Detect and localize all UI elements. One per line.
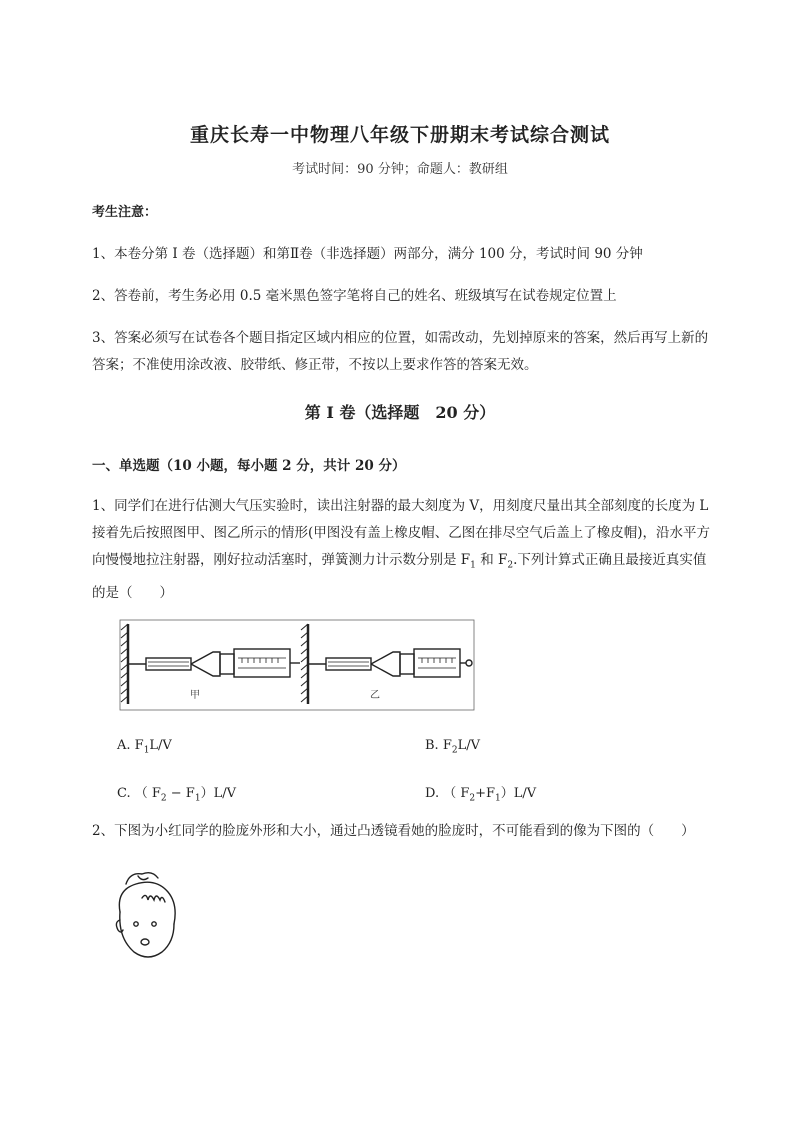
girl-face-drawing	[112, 868, 192, 964]
syringe-diagram	[118, 618, 478, 714]
syringe-experiment-figure	[118, 618, 478, 718]
option-c[interactable]	[117, 782, 236, 804]
option-c-sub-a: 2	[160, 793, 167, 804]
option-c-mid: − F	[166, 786, 195, 801]
notice-item-2: 2、答卷前，考生务必用 0.5 毫米黑色签字笔将自己的姓名、班级填写在试卷规定位置上	[92, 288, 617, 304]
q1-text-part-a: 1、同学们在进行估测大气压实验时，读出注射器的最大刻度为 V，用刻度尺量出其全部刻度的长度为 L 接着先后按照图甲、图乙所示的情形(甲图没有盖上橡皮帽、乙图在排尽空气后盖上了橡皮帽)，沿水平方向慢慢地拉注射器，刚好拉动活塞时，弹簧测力计示数分别是 F	[92, 498, 711, 568]
notice-heading: 考生注意：	[92, 205, 158, 220]
section-title: 第 I 卷（选择题 20 分）	[304, 403, 496, 422]
option-c-suffix: ）L/V	[200, 786, 236, 801]
q1-text-part-c: .下列计算式正确且最接近真实值的是（ ）	[92, 552, 707, 601]
label-yi: 乙	[370, 690, 380, 701]
q1-text-part-b: 和 F	[475, 552, 508, 568]
notice-item-3: 3、答案必须写在试卷各个题目指定区域内相应的位置，如需改动，先划掉原来的答案，然后再写上新的答案；不准使用涂改液、胶带纸、修正带，不按以上要求作答的答案无效。	[92, 330, 709, 373]
option-c-sub-b: 1	[194, 793, 201, 804]
exam-info: 考试时间：90 分钟；命题人：教研组	[292, 162, 508, 177]
option-d[interactable]	[425, 782, 536, 804]
option-b-prefix: B. F	[425, 738, 452, 753]
notice-item-1: 1、本卷分第 I 卷（选择题）和第Ⅱ卷（非选择题）两部分，满分 100 分，考试时间 90 分钟	[92, 246, 643, 262]
q1-sub-1: 1	[470, 560, 476, 571]
option-d-mid: +F	[475, 786, 496, 801]
option-c-prefix: C. （ F	[117, 786, 161, 801]
question-1-text	[92, 493, 712, 607]
option-b[interactable]	[425, 738, 480, 756]
page-title: 重庆长寿一中物理八年级下册期末考试综合测试	[189, 124, 610, 146]
option-d-sub-a: 2	[469, 793, 476, 804]
option-a-suffix: L/V	[149, 738, 172, 753]
question-2-text: 2、下图为小红同学的脸庞外形和大小，通过凸透镜看她的脸庞时，不可能看到的像为下图的（ ）	[92, 823, 695, 839]
label-jia: 甲	[190, 690, 200, 701]
q1-sub-2: 2	[507, 560, 514, 571]
option-b-sub: 2	[451, 745, 458, 756]
girl-face-figure	[112, 868, 192, 968]
option-a-sub: 1	[143, 745, 150, 756]
option-d-suffix: ）L/V	[500, 786, 537, 801]
option-b-suffix: L/V	[457, 738, 480, 753]
option-a-prefix: A. F	[117, 738, 144, 753]
option-d-sub-b: 1	[495, 793, 501, 804]
question-type-heading: 一、单选题（10 小题，每小题 2 分，共计 20 分）	[92, 458, 406, 474]
option-d-prefix: D. （ F	[425, 786, 470, 801]
option-a[interactable]	[117, 738, 172, 756]
